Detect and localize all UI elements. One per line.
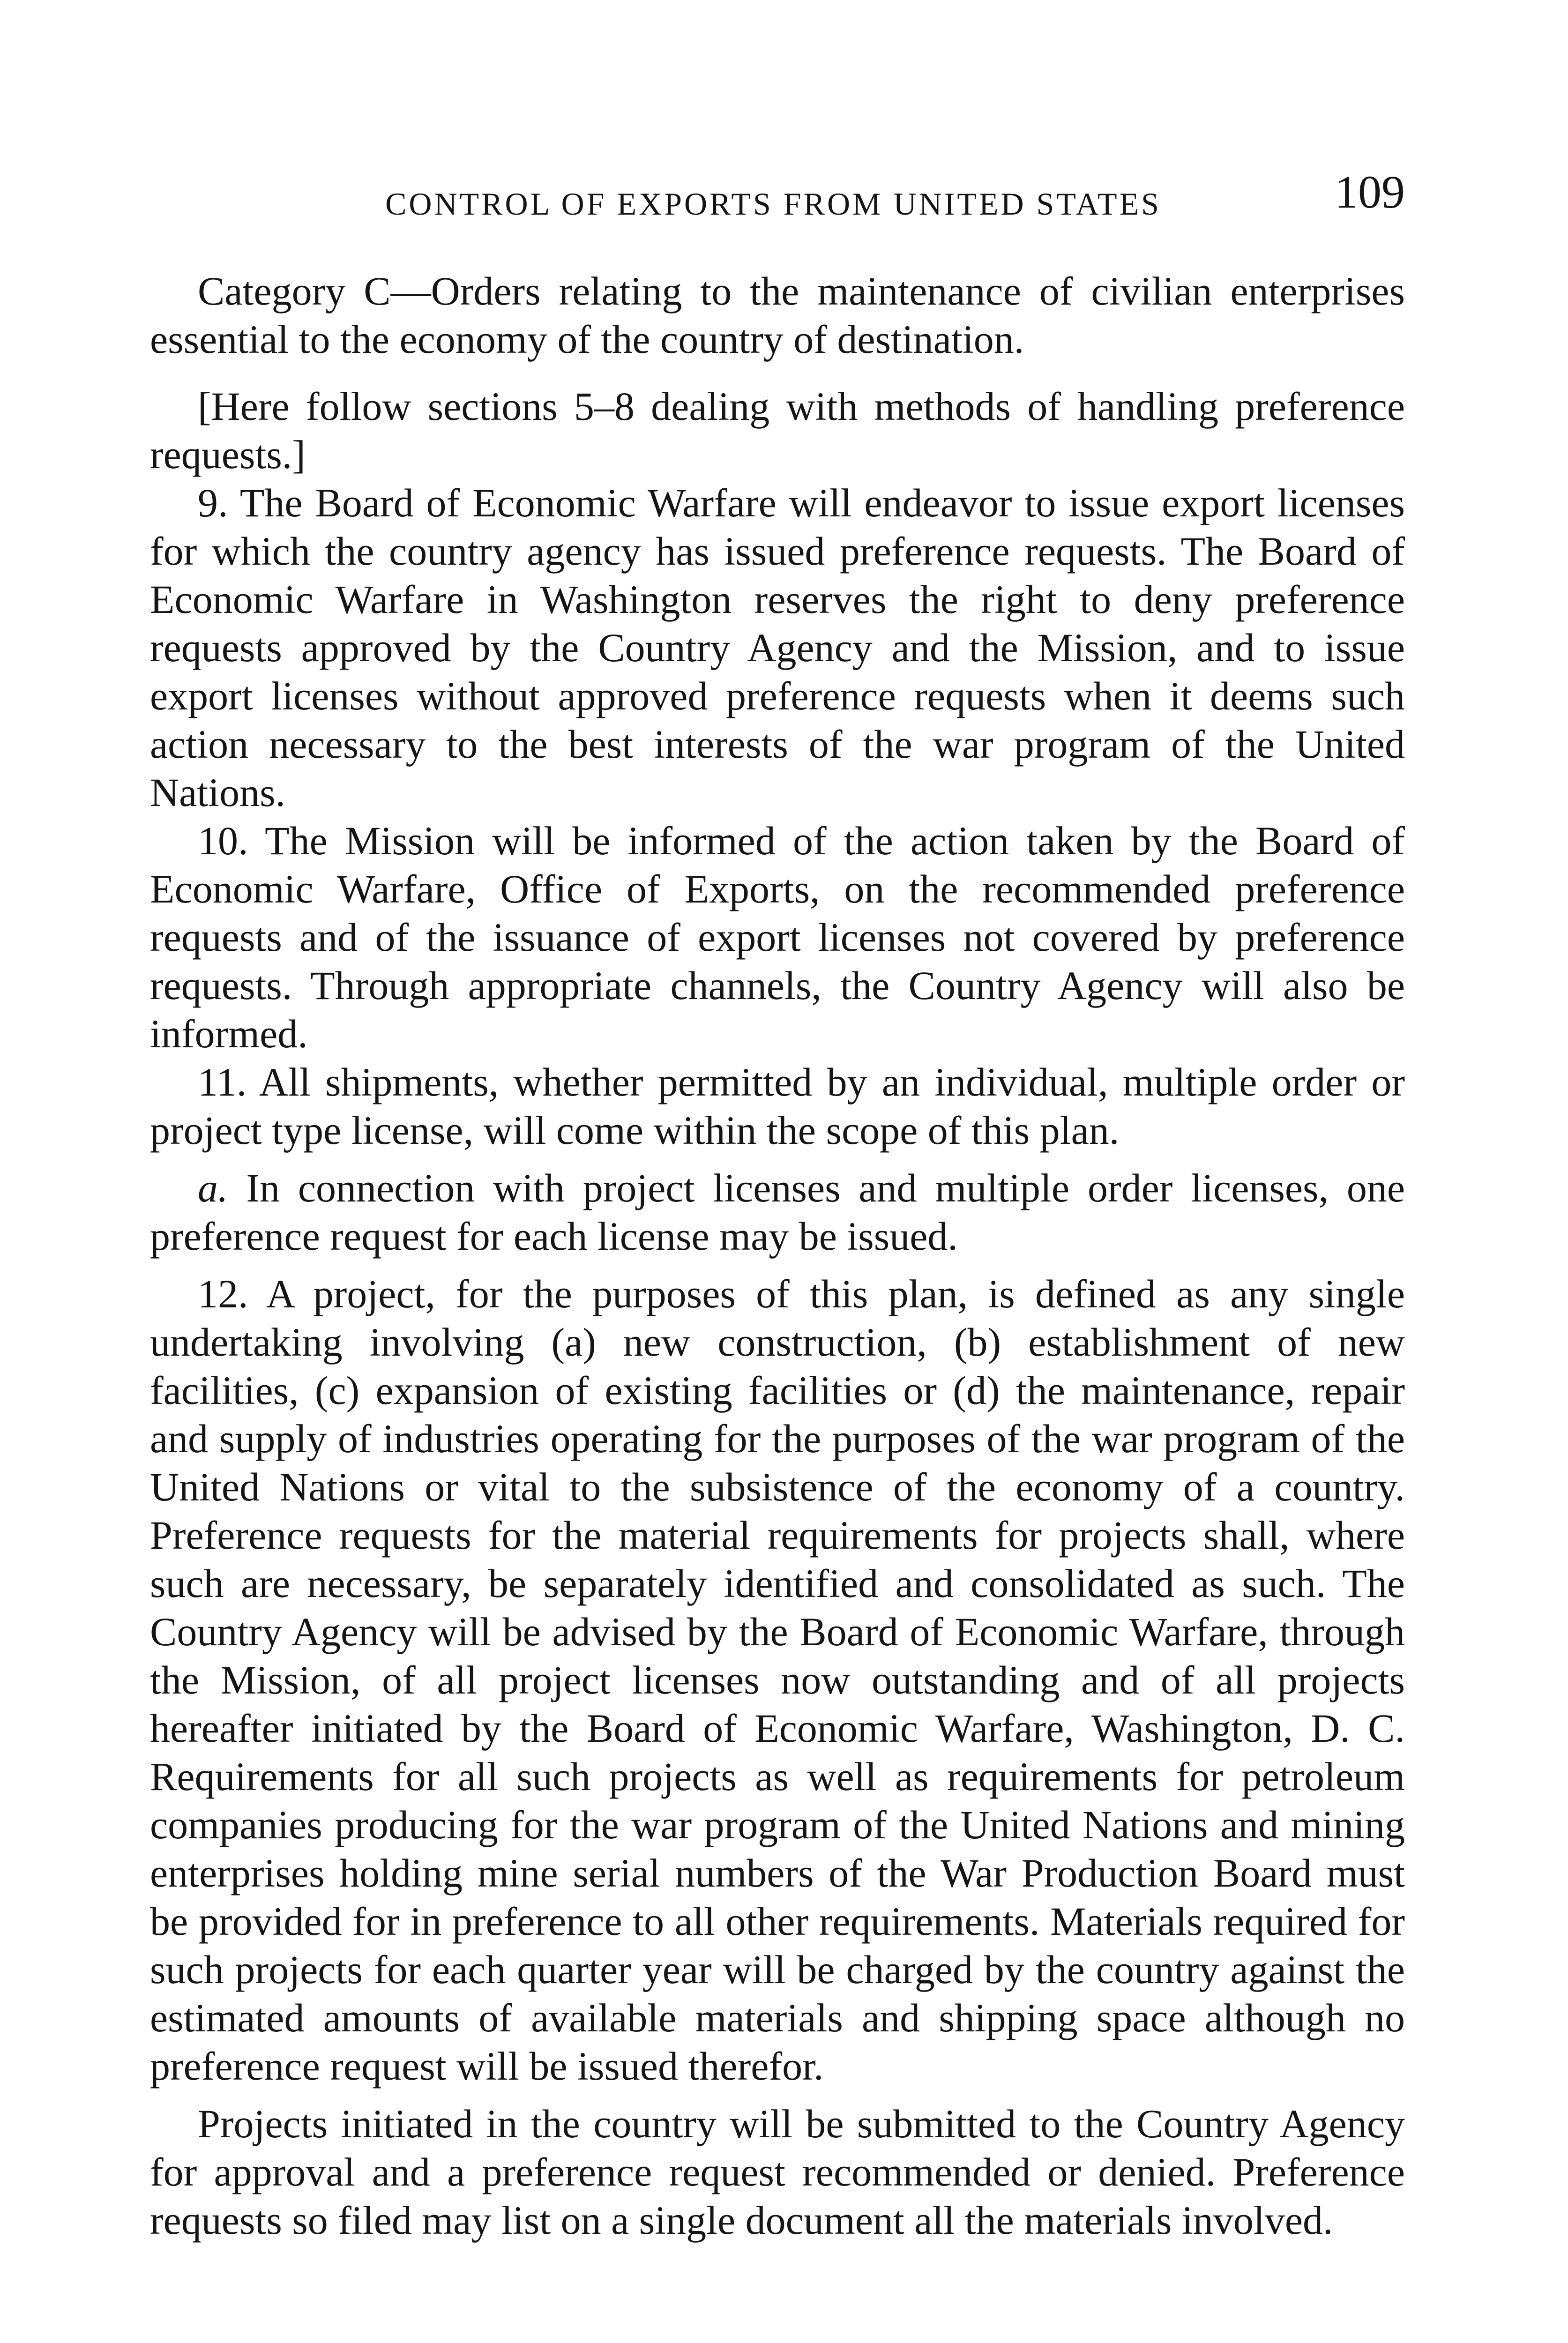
paragraph-section-9: 9. The Board of Economic Warfare will endeavor to issue export licenses for which the country agency has issued preference requests. The Board of Economic Warfare in Washington reserves the right to deny preference requests approved by the Country Agency and the Mission, and to issue export licenses without approved preference requests when it deems such action necessary to the best interests of the war program of the United Nations.	[150, 480, 1405, 815]
page-number: 109	[1335, 166, 1405, 218]
paragraph-sections-note: [Here follow sections 5–8 dealing with methods of handling preference requests.]	[150, 384, 1405, 477]
page-header	[150, 166, 1405, 225]
paragraph-subsection-a	[150, 1164, 1405, 1261]
paragraph-projects-initiated: Projects initiated in the country will be submitted to the Country Agency for approval and a preference request recommended or denied. Preference requests so filed may list on a single document all the materials involved.	[150, 2101, 1405, 2243]
paragraph-section-12: 12. A project, for the purposes of this plan, is defined as any single undertaking involving (a) new construction, (b) establishment of new facilities, (c) expansion of existing facilities or (d) the maintenance, repair and supply of industries operating for the purposes of the war program of the United Nations or vital to the subsistence of the economy of a country. Preference requests for the material requirements for projects shall, where such are necessary, be separately identified and consolidated as such. The Country Agency will be advised by the Board of Economic Warfare, through the Mission, of all project licenses now outstanding and of all projects hereafter initiated by the Board of Economic Warfare, Washington, D. C. Requirements for all such projects as well as requirements for petroleum companies producing for the war program of the United Nations and mining enterprises holding mine serial numbers of the War Production Board must be provided for in preference to all other requirements. Materials required for such projects for each quarter year will be charged by the country against the estimated amounts of available materials and shipping space although no preference request will be issued therefor.	[150, 1271, 1405, 2089]
paragraph-category-c: Category C—Orders relating to the maintenance of civilian enterprises essential to the economy of the country of destination.	[150, 269, 1405, 362]
subsection-a-text: In connection with project licenses and multiple order licenses, one preference request for each license may be issued.	[150, 1165, 1405, 1259]
paragraph-section-10: 10. The Mission will be informed of the action taken by the Board of Economic Warfare, Office of Exports, on the recommended preference requests and of the issuance of export licenses not covered by preference requests. Through appropriate channels, the Country Agency will also be informed.	[150, 818, 1405, 1056]
subsection-label: a.	[198, 1165, 228, 1210]
paragraph-section-11: 11. All shipments, whether permitted by an individual, multiple order or project type license, will come within the scope of this plan.	[150, 1060, 1405, 1153]
body-text	[150, 267, 1405, 2245]
running-title: CONTROL OF EXPORTS FROM UNITED STATES	[385, 186, 1161, 222]
